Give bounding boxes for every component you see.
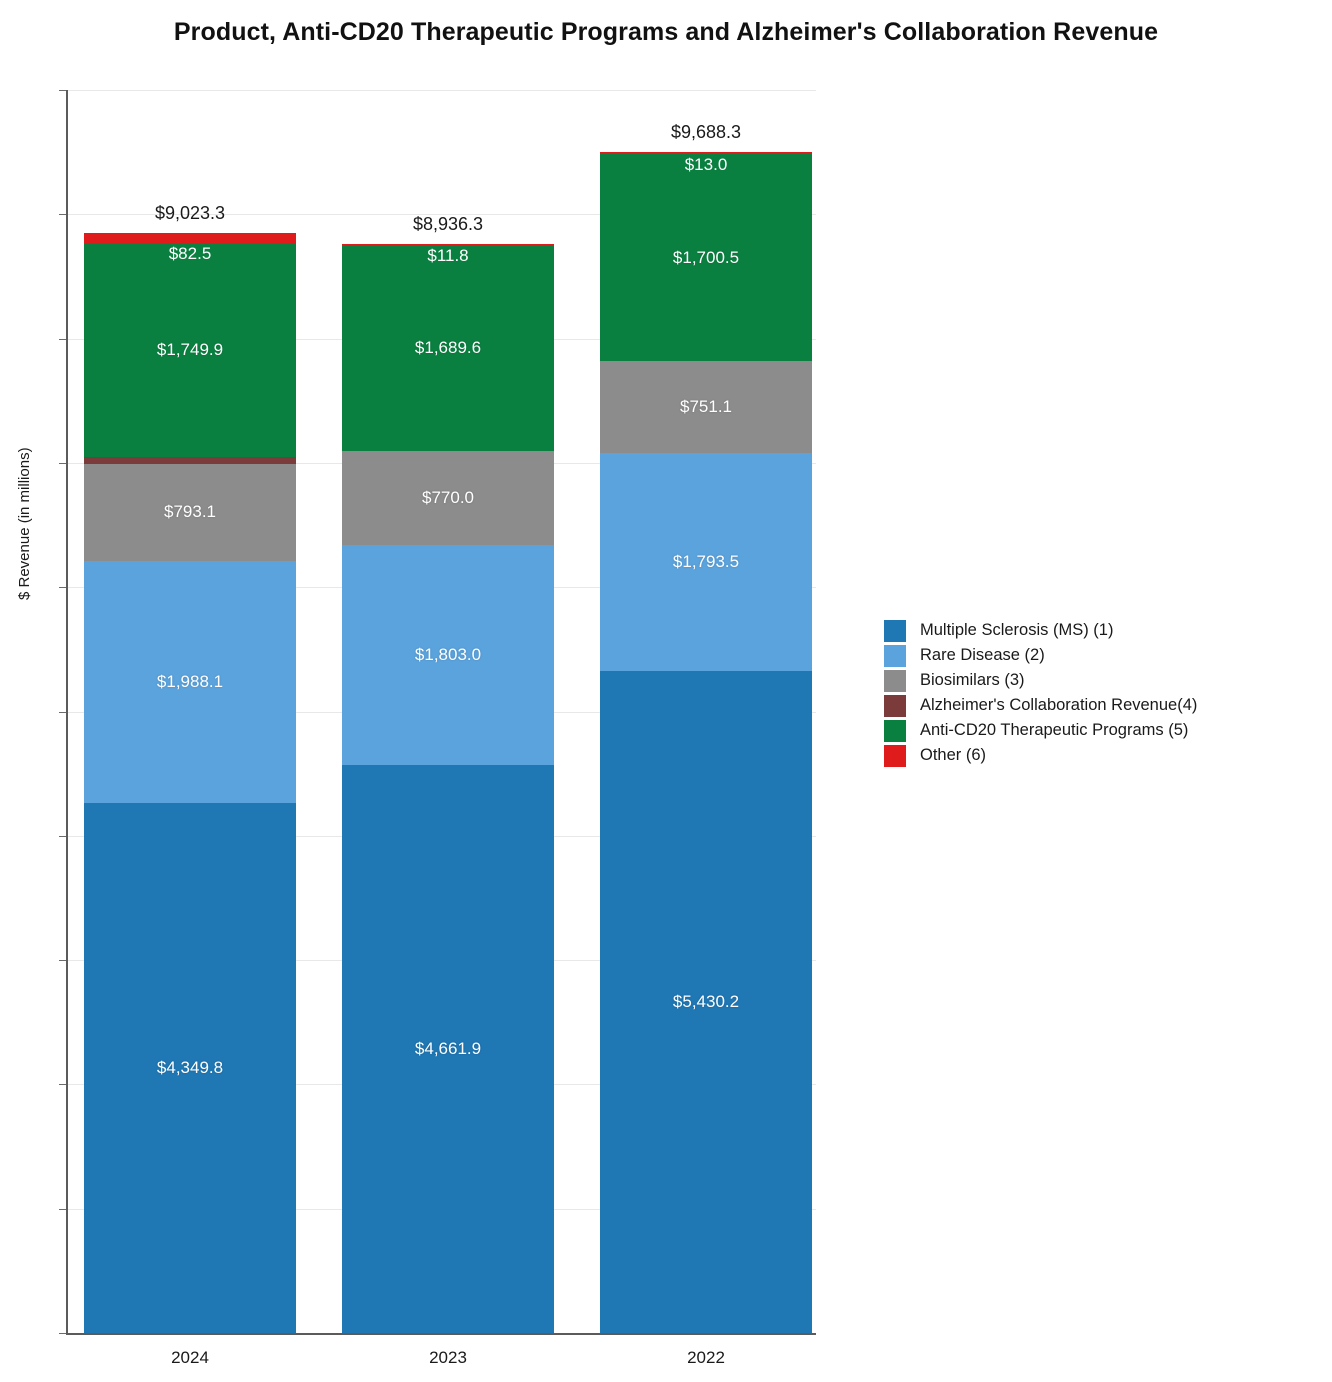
bar-segment[interactable] (342, 545, 554, 765)
x-axis-tick-label: 2023 (429, 1348, 467, 1367)
legend-item[interactable] (884, 743, 1304, 768)
bar-segment-label: $751.1 (680, 396, 732, 416)
bar-segment-label: $1,749.9 (156, 340, 224, 360)
legend-item[interactable] (884, 618, 1304, 643)
legend-item[interactable] (884, 718, 1304, 743)
y-axis-tick (59, 1209, 66, 1210)
legend-label: Rare Disease (2) (920, 646, 1045, 664)
bar-segment[interactable] (84, 464, 296, 561)
y-axis-tick (59, 214, 66, 215)
bar-segment[interactable] (342, 765, 554, 1333)
legend-label: Multiple Sclerosis (MS) (1) (920, 621, 1114, 639)
legend-swatch (884, 670, 906, 692)
bar-segment[interactable] (84, 803, 296, 1333)
bar-segment-label: $11.8 (427, 246, 469, 266)
bars-container (66, 90, 816, 1333)
legend-swatch (884, 720, 906, 742)
bar-segment[interactable] (84, 561, 296, 803)
bar-segment-label: $1,803.0 (414, 645, 482, 665)
bar-segment[interactable] (342, 244, 554, 266)
bar-segment-label: $770.0 (422, 488, 474, 508)
bar-segment-label: $1,689.6 (414, 338, 482, 358)
bar-total-label: $9,688.3 (670, 122, 742, 143)
bar-group[interactable] (84, 233, 296, 1333)
bar-segment[interactable] (600, 154, 812, 361)
plot-area (66, 90, 816, 1335)
y-axis-tick (59, 960, 66, 961)
bar-segment-label: $82.5 (168, 244, 212, 264)
y-axis-tick (59, 463, 66, 464)
bar-segment[interactable] (342, 451, 554, 545)
legend-label: Alzheimer's Collaboration Revenue(4) (920, 696, 1198, 714)
bar-total-label: $9,023.3 (154, 203, 226, 224)
y-axis-title: $ Revenue (in millions) (16, 447, 33, 600)
chart-title: Product, Anti-CD20 Therapeutic Programs and Alzheimer's Collaboration Revenue (173, 18, 1159, 46)
bar-segment[interactable] (600, 152, 812, 174)
bar-segment-label: $1,988.1 (156, 671, 224, 691)
legend-swatch (884, 695, 906, 717)
bar-segment[interactable] (600, 671, 812, 1333)
bar-segment-label: $1,700.5 (672, 247, 740, 267)
bar-segment-label: $4,349.8 (156, 1057, 224, 1077)
bar-total-label: $8,936.3 (412, 213, 484, 234)
bar-group[interactable] (600, 152, 812, 1333)
bar-segment[interactable] (600, 361, 812, 453)
chart-legend (884, 618, 1304, 768)
x-axis-tick-label: 2022 (687, 1348, 725, 1367)
bar-segment[interactable] (342, 245, 554, 451)
legend-swatch (884, 620, 906, 642)
legend-swatch (884, 645, 906, 667)
y-axis-tick (59, 1084, 66, 1085)
bar-segment[interactable] (84, 243, 296, 456)
legend-item[interactable] (884, 693, 1304, 718)
legend-label: Biosimilars (3) (920, 671, 1025, 689)
legend-label: Other (6) (920, 746, 987, 764)
legend-item[interactable] (884, 668, 1304, 693)
bar-segment-label: $13.0 (684, 154, 728, 174)
bar-segment-label: $4,661.9 (414, 1038, 482, 1058)
legend-item[interactable] (884, 643, 1304, 668)
y-axis-tick (59, 712, 66, 713)
bar-segment-label: $793.1 (164, 502, 216, 522)
bar-segment[interactable] (84, 233, 296, 264)
y-axis-tick (59, 339, 66, 340)
bar-segment-label: $5,430.2 (672, 992, 740, 1012)
y-axis-tick (59, 836, 66, 837)
y-axis-tick (59, 90, 66, 91)
bar-segment[interactable] (84, 457, 296, 464)
y-axis-tick (59, 1333, 66, 1334)
x-axis-line (66, 1333, 816, 1335)
y-axis-tick (59, 587, 66, 588)
bar-group[interactable] (342, 244, 554, 1333)
bar-segment[interactable] (600, 453, 812, 672)
x-axis-tick-label: 2024 (171, 1348, 209, 1367)
bar-segment-label: $1,793.5 (672, 551, 740, 571)
legend-label: Anti-CD20 Therapeutic Programs (5) (920, 721, 1189, 739)
legend-swatch (884, 745, 906, 767)
